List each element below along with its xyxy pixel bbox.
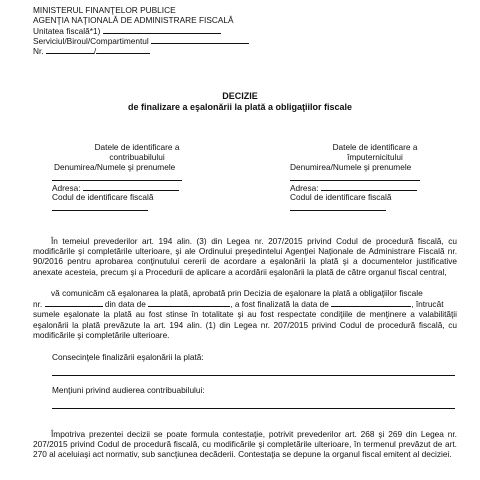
taxpayer-code-row — [52, 202, 222, 212]
service-field[interactable] — [151, 35, 249, 44]
taxpayer-address-row — [52, 182, 222, 192]
taxpayer-heading-line2: contribuabilului — [109, 152, 165, 162]
mentions-label: Menţiuni privind audierea contribuabilului: — [52, 385, 205, 395]
title-subtitle: de finalizare a eşalonării la plată a obligaţiilor fiscale — [127, 101, 353, 112]
decision-reference-row — [33, 298, 457, 309]
proxy-identification — [290, 142, 460, 212]
conditions-text: sumele eşalonate la plată au fost stinse în totalitate şi au fost respectate condiţiile de menţinere a valabilităţii eşalonării la plată prevăzute la art. 194 alin. (1) din Legea nr. 207/2015 privind Codul de procedură fiscală, cu modificările şi completările ulterioare. — [33, 309, 457, 340]
number-date-field[interactable] — [93, 45, 150, 56]
number-field[interactable] — [46, 45, 97, 56]
communication-text: vă comunicăm că eşalonarea la plată, aprobată prin Decizia de eşalonare la plată a obligaţiilor fiscale — [51, 288, 423, 298]
decision-nr-field[interactable] — [45, 298, 103, 307]
fiscal-unit-field[interactable] — [103, 25, 221, 34]
consequences-label: Consecinţele finalizării eşalonării la plată: — [52, 352, 204, 362]
number-row — [33, 45, 249, 55]
number-label: Nr. — [33, 46, 46, 56]
document-title — [0, 91, 480, 112]
because-label: , întrucât — [411, 299, 444, 310]
legal-basis-paragraph — [33, 236, 457, 277]
title-main: DECIZIE — [222, 91, 258, 101]
taxpayer-address-field[interactable] — [83, 182, 179, 191]
finalized-date-label: , a fost finalizată la data de — [230, 299, 332, 310]
proxy-name-label: Denumirea/Numele şi prenumele — [290, 162, 412, 172]
mentions-field[interactable] — [52, 408, 455, 409]
taxpayer-identification — [52, 142, 222, 212]
appeal-text: Împotriva prezentei decizii se poate formula contestaţie, potrivit prevederilor art. 268 şi 269 din Legea nr. 207/2015 privind Codul de procedură fiscală, cu modificările şi completările ulterioare, în termenul prevăzut de art. 270 al aceluiaşi act normativ, sub sancţiunea decăderii. Contestaţia se depune la organul fiscal emitent al deciziei. — [33, 429, 457, 460]
agency-name: AGENŢIA NAŢIONALĂ DE ADMINISTRARE FISCALĂ — [33, 15, 234, 25]
taxpayer-code-label: Codul de identificare fiscală — [52, 192, 154, 202]
taxpayer-name-label: Denumirea/Numele şi prenumele — [54, 162, 176, 172]
taxpayer-name-row — [52, 172, 222, 182]
taxpayer-name-field[interactable] — [52, 172, 182, 181]
proxy-address-field[interactable] — [321, 182, 417, 191]
decision-date-label: din data de — [102, 299, 149, 310]
decision-date-field[interactable] — [148, 298, 230, 307]
proxy-heading-line1: Datele de identificare a — [332, 142, 418, 152]
consequences-field[interactable] — [52, 375, 455, 376]
proxy-code-label: Codul de identificare fiscală — [290, 192, 392, 202]
taxpayer-code-field[interactable] — [52, 202, 148, 211]
service-row — [33, 35, 249, 45]
service-label: Serviciul/Biroul/Compartimentul — [33, 36, 152, 46]
proxy-code-field[interactable] — [290, 202, 386, 211]
document-header — [33, 5, 249, 55]
proxy-address-row — [290, 182, 460, 192]
legal-basis-text: În temeiul prevederilor art. 194 alin. (3) din Legea nr. 207/2015 privind Codul de procedură fiscală, cu modificările şi completările ulterioare, şi ale Ordinului preşedintelui Agenţiei Naţionale de Administrare Fiscală nr. 90/2016 pentru aprobarea conţinutului cererii de acordare a eşalonării la plată şi a documentelor justificative anexate acesteia, precum şi a Procedurii de aplicare a acordării eşalonării la plată de către organul fiscal central, — [33, 236, 457, 277]
finalized-date-field[interactable] — [331, 298, 411, 307]
proxy-name-field[interactable] — [290, 172, 420, 181]
proxy-name-row — [290, 172, 460, 182]
number-separator: / — [93, 46, 97, 56]
taxpayer-heading-line1: Datele de identificare a — [94, 142, 180, 152]
taxpayer-address-label: Adresa: — [52, 183, 83, 193]
decision-nr-label: nr. — [33, 299, 45, 310]
fiscal-unit-row — [33, 25, 249, 35]
appeal-paragraph — [33, 429, 457, 460]
proxy-address-label: Adresa: — [290, 183, 321, 193]
proxy-code-row — [290, 202, 460, 212]
fiscal-unit-label: Unitatea fiscală*1) — [33, 26, 103, 36]
ministry-name: MINISTERUL FINANŢELOR PUBLICE — [33, 5, 176, 15]
communication-paragraph — [33, 288, 457, 340]
proxy-heading-line2: împuternicitului — [347, 152, 403, 162]
